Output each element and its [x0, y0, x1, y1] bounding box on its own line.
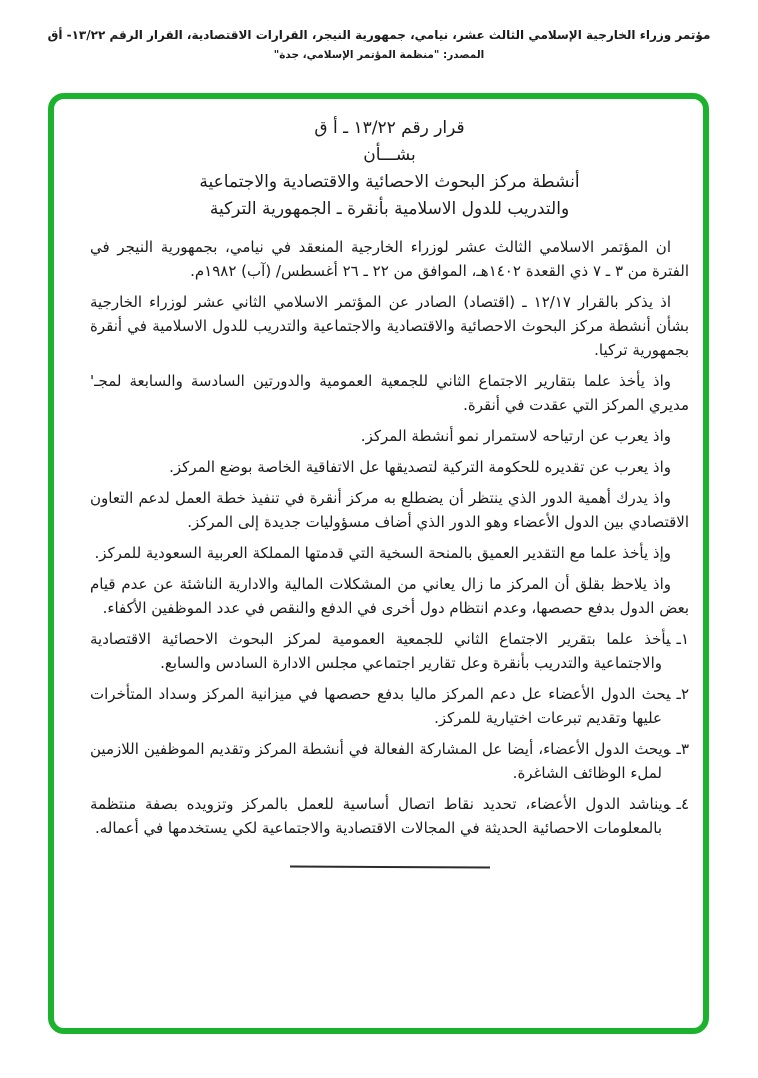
list-item: [90, 682, 689, 730]
resolution-title: [90, 115, 689, 223]
source-line: المصدر: "منظمة المؤتمر الإسلامي، جدة": [273, 49, 485, 61]
item-text: يأخذ علما بتقرير الاجتماع الثاني للجمعية العمومية لمركز البحوث الاحصائية الاقتصادية والاجتماعية والتدريب بأنقرة وعل تقارير اجتماعي مجلس الادارة السادس والسابع.: [90, 630, 671, 672]
preamble-paragraph: واذ يعرب عن ارتياحه لاستمرار نمو أنشطة المركز.: [360, 427, 671, 445]
document-content: [54, 99, 703, 1028]
preamble-paragraph: واذ يعرب عن تقديره للحكومة التركية لتصديقها عل الاتفاقية الخاصة بوضع المركز.: [169, 458, 671, 476]
item-text: ويناشد الدول الأعضاء، تحديد نقاط اتصال أساسية للعمل بالمركز وتزويده بصفة منتظمة بالمعلومات الاحصائية الحديثة في المجالات الاقتصادية والاجتماعية لكي يستخدمها في أعماله.: [90, 795, 671, 837]
citation-line: مؤتمر وزراء الخارجية الإسلامي الثالث عشر، نيامي، جمهورية النيجر، القرارات الاقتصادية، القرار الرقم ١٣/٢٢- أق: [47, 28, 711, 42]
footer-divider: [289, 865, 489, 868]
list-item: [90, 737, 689, 785]
preamble-paragraph: واذ يدرك أهمية الدور الذي ينتظر أن يضطلع به مركز أنقرة في تنفيذ خطة العمل لدعم التعاون الاقتصادي بين الدول الأعضاء وهو الدور الذي أضاف مسؤوليات جديدة إلى المركز.: [90, 489, 689, 531]
preamble-paragraph: اذ يذكر بالقرار ١٢/١٧ ـ (اقتصاد) الصادر عن المؤتمر الاسلامي الثاني عشر لوزراء الخارجية بشأن أنشطة مركز البحوث الاحصائية والاقتصادية والاجتماعية والتدريب للدول الاسلامية في أنقرة بجمهورية تركيا.: [90, 293, 689, 359]
item-number: ١ـ: [676, 630, 689, 648]
preamble-section: [90, 235, 689, 620]
title-line-2: والتدريب للدول الاسلامية بأنقرة ـ الجمهورية التركية: [209, 199, 570, 219]
item-number: ٢ـ: [676, 685, 689, 703]
document-frame: [48, 93, 709, 1034]
item-number: ٤ـ: [676, 795, 689, 813]
list-item: [90, 792, 689, 840]
item-text: ويحث الدول الأعضاء، أيضا عل المشاركة الفعالة في أنشطة المركز وتقديم الموظفين اللازمين لملء الوظائف الشاغرة.: [90, 740, 671, 782]
preamble-paragraph: وإذ يأخذ علما مع التقدير العميق بالمنحة السخية التي قدمتها المملكة العربية السعودية للمركز.: [94, 544, 671, 562]
regarding-label: بشـــأن: [363, 145, 416, 165]
preamble-paragraph: واذ يلاحظ بقلق أن المركز ما زال يعاني من المشكلات المالية والادارية الناشئة عن عدم قيام بعض الدول بدفع حصصها، وعدم انتظام دول أخرى في الدفع والنقص في عدد الموظفين الأكفاء.: [90, 575, 689, 617]
list-item: [90, 627, 689, 675]
item-number: ٣ـ: [676, 740, 689, 758]
preamble-paragraph: ان المؤتمر الاسلامي الثالث عشر لوزراء الخارجية المنعقد في نيامي، بجمهورية النيجر في الفترة من ٣ ـ ٧ ذي القعدة ١٤٠٢هـ، الموافق من ٢٢ ـ ٢٦ أغسطس/ (آب) ١٩٨٢م.: [90, 238, 689, 280]
operative-items: [90, 627, 689, 840]
item-text: يحث الدول الأعضاء عل دعم المركز ماليا بدفع حصصها في ميزانية المركز وسداد المتأخرات عليها وتقديم تبرعات اختيارية للمركز.: [90, 685, 671, 727]
citation-header: [0, 28, 758, 61]
resolution-number: قرار رقم ١٣/٢٢ ـ أ ق: [314, 118, 465, 138]
preamble-paragraph: واذ يأخذ علما بتقارير الاجتماع الثاني للجمعية العمومية والدورتين السادسة والسابعة لمجـ' مديري المركز التي عقدت في أنقرة.: [90, 372, 689, 414]
title-line-1: أنشطة مركز البحوث الاحصائية والاقتصادية والاجتماعية: [199, 172, 580, 192]
